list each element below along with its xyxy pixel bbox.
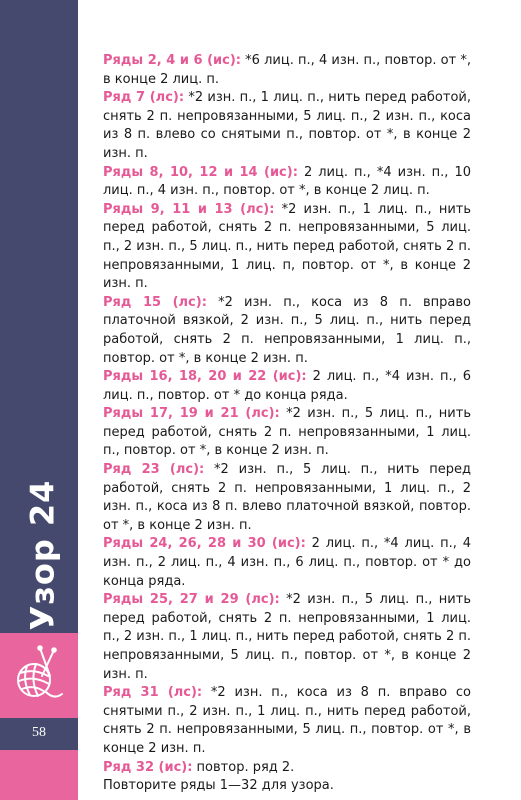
row-label: Ряды 24, 26, 28 и 30 (ис): [103,536,306,552]
row-instruction [103,294,471,368]
row-label: Ряд 32 (ис): [103,759,193,775]
row-instruction [103,201,471,294]
row-label: Ряды 8, 10, 12 и 14 (ис): [103,164,298,180]
row-instruction [103,759,471,778]
row-instruction [103,591,471,684]
row-label: Ряды 25, 27 и 29 (лс): [103,592,280,608]
pattern-instructions [103,52,471,796]
row-text: *2 изн. п., коса из 8 п. вправо со снятыми п., 2 изн. п., 1 лиц. п., нить перед работой, снять 2 п. непровязанными, 5 лиц. п., повтор. от *, в конце 2 изн. п. [103,685,472,756]
row-label: Ряд 7 (лс): [103,90,185,106]
row-text: *2 изн. п., 5 лиц. п., нить перед работой, снять 2 п. непровязанными, 1 лиц. п., 2 изн. п., 1 лиц. п., нить перед работой, снять 2 п. непровязанными, 5 лиц. п., повтор. от *, в конце 2 изн. п. [103,592,471,682]
row-text: *2 изн. п., 1 лиц. п., нить перед работой, снять 2 п. непровязанными, 5 лиц. п., 2 изн. п., 5 лиц. п., нить перед работой, снять 2 п. непровязанными, 1 лиц. п, повтор. от *, в конце 2 изн. п. [103,201,472,292]
row-text: повтор. ряд 2. [192,759,295,775]
sidebar-pink-footer [0,750,78,800]
row-instruction [103,535,471,591]
row-text: *2 изн. п., 5 лиц. п., нить перед работой, снять 2 п. непровязанными, 1 лиц. п., 2 изн. п., коса из 8 п. влево платочной вязкой, повтор. от *, в конце 2 изн. п. [103,462,472,533]
sidebar [0,0,78,800]
row-text: *2 изн. п., 1 лиц. п., нить перед работой, снять 2 п. непровязанными, 5 лиц. п., 2 изн. п., коса из 8 п. влево со снятыми п., повтор. от *, в конце 2 изн. п. [103,90,471,161]
pattern-title [22,480,62,630]
row-instruction [103,684,471,758]
row-label: Ряд 31 (лс): [103,685,203,701]
row-text: *2 изн. п., 5 лиц. п., нить перед работой, снять 2 п. непровязанными, 1 лиц. п., повтор. от *, в конце 2 изн. п. [103,406,471,459]
row-label: Ряды 17, 19 и 21 (лс): [103,406,280,422]
row-label: Ряд 15 (лс): [103,294,207,310]
row-label: Ряды 9, 11 и 13 (лс): [103,201,275,217]
repeat-note: Повторите ряды 1—32 для узора. [103,778,334,794]
row-instruction [103,89,471,163]
row-text: *2 изн. п., коса из 8 п. вправо платочной вязкой, 2 изн. п., 5 лиц. п., нить перед работой, снять 2 п. непровязанными, 1 лиц. п., повтор. от *, в конце 2 изн. п. [103,294,472,366]
row-label: Ряды 2, 4 и 6 (ис): [103,53,242,68]
pattern-title-text: Узор 24 [23,479,62,631]
row-instruction [103,405,471,461]
row-label: Ряд 23 (лс): [103,462,205,478]
row-instruction [103,461,471,535]
page-number: 58 [32,725,46,740]
row-instruction [103,164,471,201]
row-label: Ряды 16, 18, 20 и 22 (ис): [103,369,307,385]
row-instruction [103,368,471,405]
yarn-ball-icon [10,640,68,708]
row-text: 2 лиц. п., *4 изн. п., 6 лиц. п., повтор. от * до конца ряда. [103,369,471,403]
row-text: 2 лиц. п., *4 изн. п., 10 лиц. п., 4 изн. п., повтор. от *, в конце 2 лиц. п. [103,164,471,199]
row-text: 2 лиц. п., *4 лиц. п., 4 изн. п., 2 лиц. п., 4 изн. п., 6 лиц. п., повтор. от * до конца ряда. [103,536,472,589]
row-instruction [103,52,471,89]
row-text: *6 лиц. п., 4 изн. п., повтор. от *, в конце 2 лиц. п. [103,53,471,87]
